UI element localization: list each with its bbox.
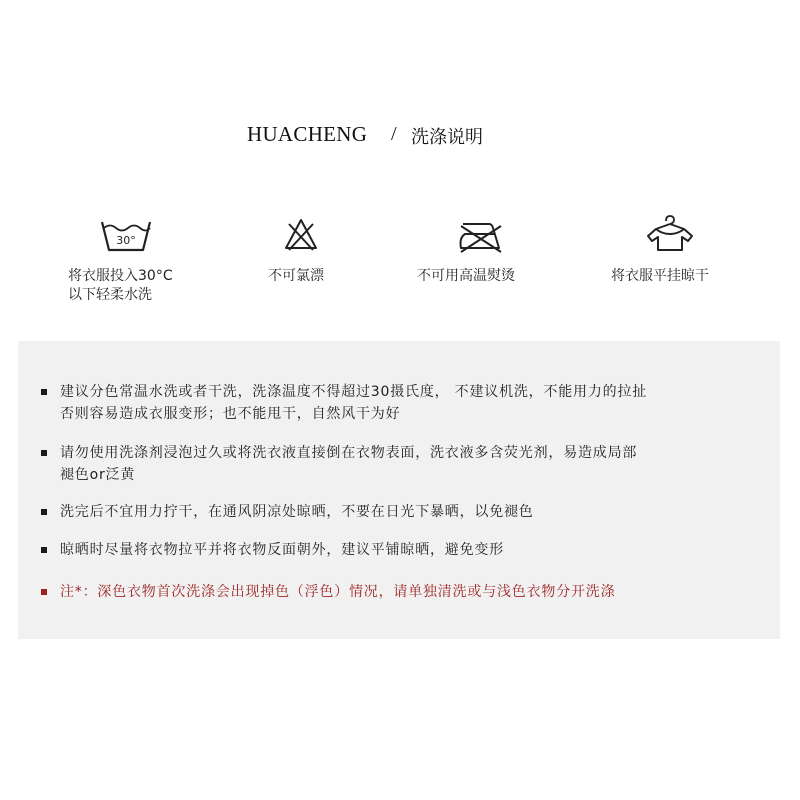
note-line: 建议分色常温水洗或者干洗，洗涤温度不得超过30摄氏度， 不建议机洗，不能用力的拉扯 [60,384,648,400]
bullet-icon [41,509,47,515]
no-bleach-icon [281,212,321,256]
note-text [60,381,780,425]
brand-name: HUACHENG [247,122,368,146]
note-line: 请勿使用洗涤剂浸泡过久或将洗衣液直接倒在衣物表面，洗衣液多含荧光剂，易造成局部 [60,445,638,461]
note-text: 洗完后不宜用力拧干，在通风阴凉处晾晒，不要在日光下暴晒，以免褪色 [60,504,534,520]
header [0,122,800,152]
care-label-wash [68,267,173,305]
bullet-icon [41,450,47,456]
note-line: 褪色or泛黄 [60,467,136,483]
bullet-icon [41,389,47,395]
care-label-line: 将衣服投入30°C [68,268,173,284]
no-iron-icon [455,212,515,256]
wash-30-icon [98,212,158,256]
hang-dry-icon [644,212,694,256]
note-text [60,442,780,486]
warning-text: 注*：深色衣物首次洗涤会出现掉色（浮色）情况，请单独清洗或与浅色衣物分开洗涤 [60,584,616,600]
note-line: 否则容易造成衣服变形；也不能甩干，自然风干为好 [60,406,401,422]
care-label-line: 以下轻柔水洗 [68,287,152,303]
care-notes-panel [18,341,780,639]
note-text: 晾晒时尽量将衣物拉平并将衣物反面朝外，建议平铺晾晒，避免变形 [60,542,504,558]
bullet-icon [41,547,47,553]
bullet-icon [41,589,47,595]
title-separator: / [391,123,397,145]
care-label-no-iron: 不可用高温熨烫 [417,268,515,284]
page-title: 洗涤说明 [411,127,483,148]
care-label-no-bleach: 不可氯漂 [268,268,324,284]
wash-temperature: 30° [116,234,136,247]
care-icons-row [0,212,800,312]
care-label-hang-dry: 将衣服平挂晾干 [611,268,709,284]
